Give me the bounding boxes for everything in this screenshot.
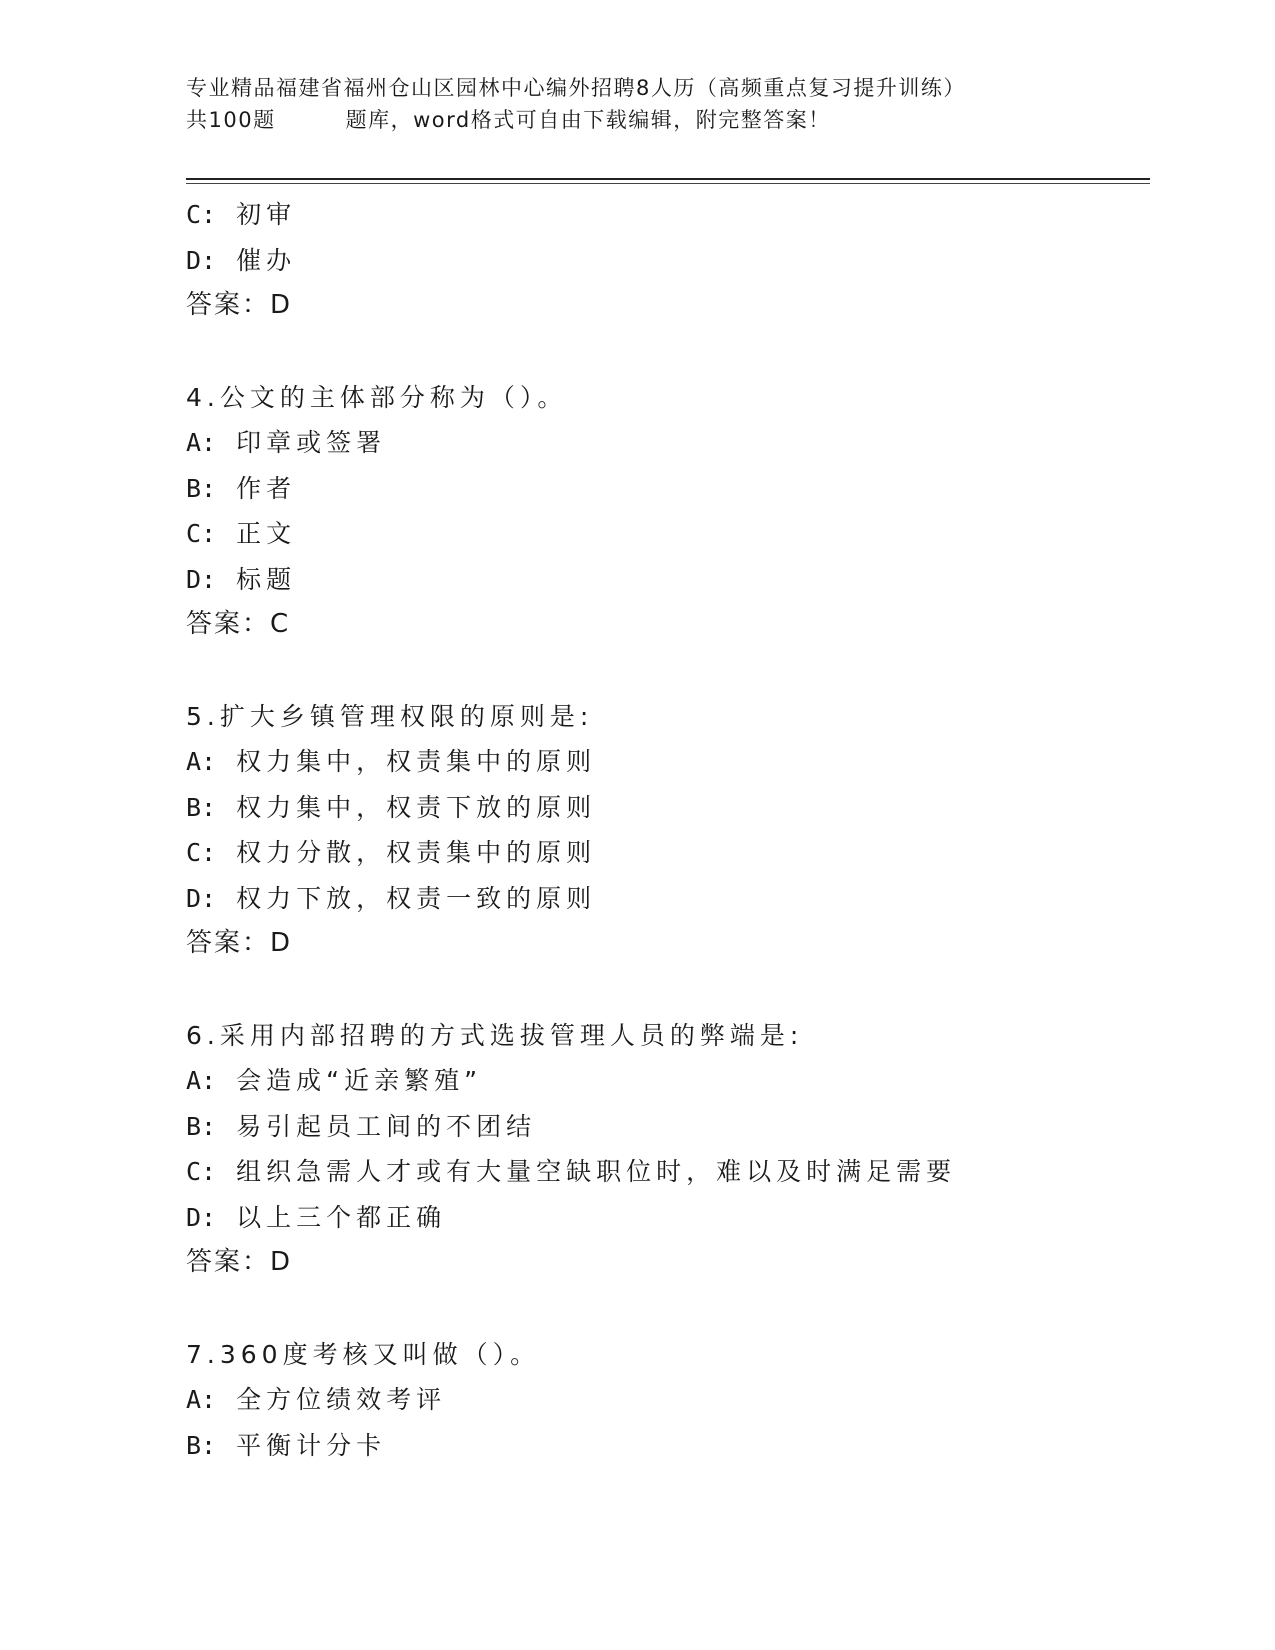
option-c: C: 组织急需人才或有大量空缺职位时，难以及时满足需要: [186, 1157, 957, 1186]
header-description: 题库，word格式可自由下载编辑，附完整答案！: [345, 108, 831, 132]
question-text: 5.扩大乡镇管理权限的原则是:: [186, 701, 594, 731]
document-header: [186, 72, 1086, 136]
header-subtitle-line: [186, 104, 1086, 136]
answer-line: 答案：D: [186, 1247, 293, 1277]
header-divider-thick: [186, 178, 1150, 180]
option-a: A: 会造成“近亲繁殖”: [186, 1066, 483, 1095]
question-text: 7.360度考核又叫做（）。: [186, 1339, 541, 1369]
question-text: 4.公文的主体部分称为（）。: [186, 382, 568, 412]
option-a: A: 印章或签署: [186, 428, 387, 457]
header-question-count: 共100题: [186, 108, 276, 132]
question-block-3: [186, 192, 1146, 329]
option-c: C: 权力分散，权责集中的原则: [186, 838, 597, 867]
option-c: C: 正文: [186, 519, 297, 548]
option-a: A: 权力集中，权责集中的原则: [186, 747, 597, 776]
answer-line: 答案：D: [186, 290, 293, 320]
option-d: D: 以上三个都正确: [186, 1202, 447, 1232]
answer-line: 答案：C: [186, 609, 291, 639]
option-b: B: 平衡计分卡: [186, 1430, 387, 1460]
option-a: A: 全方位绩效考评: [186, 1385, 447, 1414]
header-title-line: 专业精品福建省福州仓山区园林中心编外招聘8人历（高频重点复习提升训练）: [186, 76, 966, 100]
option-d: D: 催办: [186, 245, 297, 275]
header-divider-thin: [186, 183, 1150, 184]
option-d: D: 权力下放，权责一致的原则: [186, 883, 597, 913]
question-block-6: [186, 1013, 1146, 1286]
question-block-4: [186, 375, 1146, 648]
question-block-7: [186, 1332, 1146, 1469]
option-c: C: 初审: [186, 200, 297, 229]
option-d: D: 标题: [186, 564, 297, 594]
option-b: B: 作者: [186, 473, 297, 503]
question-text: 6.采用内部招聘的方式选拔管理人员的弊端是:: [186, 1020, 804, 1050]
question-block-5: [186, 694, 1146, 967]
option-b: B: 易引起员工间的不团结: [186, 1111, 537, 1141]
question-list: [186, 192, 1146, 1468]
option-b: B: 权力集中，权责下放的原则: [186, 792, 597, 822]
answer-line: 答案：D: [186, 928, 293, 958]
